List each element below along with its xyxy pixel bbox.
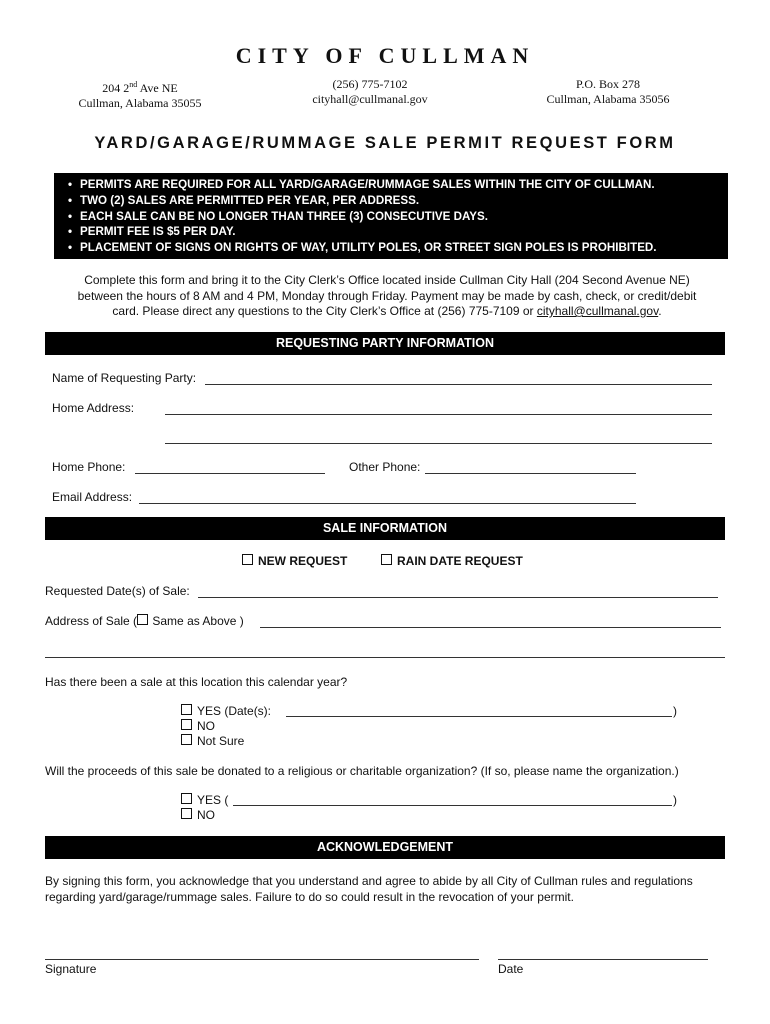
prior-yes-option[interactable]: YES (Date(s):: [181, 704, 271, 719]
donate-yes-option[interactable]: YES (: [181, 793, 228, 808]
form-title: YARD/GARAGE/RUMMAGE SALE PERMIT REQUEST FORM: [94, 134, 676, 152]
date-label: Date: [498, 962, 524, 976]
prior-yes-close: ): [673, 704, 677, 718]
email-field[interactable]: [139, 503, 636, 504]
address-center: (256) 775-7102 cityhall@cullmanal.gov: [312, 77, 428, 106]
sale-address-field-2[interactable]: [45, 657, 725, 658]
prior-dates-field[interactable]: [286, 716, 672, 717]
new-request-checkbox[interactable]: [242, 554, 253, 565]
city-title: CITY OF CULLMAN: [235, 43, 535, 68]
rule-item: • PERMIT FEE IS $5 PER DAY.: [68, 224, 728, 240]
requesting-party-heading: REQUESTING PARTY INFORMATION: [45, 332, 725, 355]
sale-information-heading: SALE INFORMATION: [45, 517, 725, 540]
acknowledgement-heading: ACKNOWLEDGEMENT: [45, 836, 725, 859]
prior-no-option[interactable]: NO: [181, 719, 215, 734]
prior-sale-question: Has there been a sale at this location this calendar year?: [45, 675, 348, 689]
donate-no-checkbox[interactable]: [181, 808, 192, 819]
rules-box: [54, 173, 728, 259]
donate-organization-field[interactable]: [233, 805, 672, 806]
home-phone-label: Home Phone:: [52, 460, 126, 474]
donate-no-option[interactable]: NO: [181, 808, 215, 823]
home-address-field[interactable]: [165, 414, 712, 415]
donate-yes-checkbox[interactable]: [181, 793, 192, 804]
signature-field[interactable]: [45, 959, 479, 960]
email-link[interactable]: cityhall@cullmanal.gov: [536, 304, 659, 318]
prior-not-sure-option[interactable]: Not Sure: [181, 734, 244, 749]
email-label: Email Address:: [52, 490, 133, 504]
intro-paragraph: Complete this form and bring it to the City Clerk’s Office located inside Cullman City Hall (204 Second Avenue NE) between the hours of 8 AM and 4 PM, Monday through Friday. Payment may be made by cash, check, or credit/debit card. Please direct any questions to the City Clerk’s Office at (256) 775-7109 or cityhall@cullmanal.gov.: [77, 273, 697, 318]
name-field[interactable]: [205, 384, 712, 385]
other-phone-label: Other Phone:: [349, 460, 421, 474]
name-label: Name of Requesting Party:: [52, 371, 197, 385]
rule-item: • TWO (2) SALES ARE PERMITTED PER YEAR, PER ADDRESS.: [68, 193, 728, 209]
home-address-label: Home Address:: [52, 401, 135, 415]
sale-address-field[interactable]: [260, 627, 721, 628]
donate-yes-close: ): [673, 793, 677, 807]
sale-address-label: Address of Sale ( Same as Above ): [45, 614, 244, 628]
prior-no-checkbox[interactable]: [181, 719, 192, 730]
rule-item: • EACH SALE CAN BE NO LONGER THAN THREE (3) CONSECUTIVE DAYS.: [68, 209, 728, 225]
date-field[interactable]: [498, 959, 708, 960]
requested-dates-field[interactable]: [198, 597, 718, 598]
rule-item: • PERMITS ARE REQUIRED FOR ALL YARD/GARAGE/RUMMAGE SALES WITHIN THE CITY OF CULLMAN.: [68, 177, 728, 193]
signature-label: Signature: [45, 962, 97, 976]
new-request-option[interactable]: NEW REQUEST: [242, 554, 347, 569]
home-phone-field[interactable]: [135, 473, 325, 474]
prior-yes-checkbox[interactable]: [181, 704, 192, 715]
acknowledgement-text: By signing this form, you acknowledge that you understand and agree to abide by all City of Cullman rules and regulations regarding yard/garage/rummage sales. Failure to do so could result in the revocation of your permit.: [45, 874, 693, 904]
donate-question: Will the proceeds of this sale be donated to a religious or charitable organization? (If so, please name the organization.): [45, 764, 679, 778]
other-phone-field[interactable]: [425, 473, 636, 474]
rain-date-checkbox[interactable]: [381, 554, 392, 565]
rain-date-option[interactable]: RAIN DATE REQUEST: [381, 554, 523, 569]
rule-item: • PLACEMENT OF SIGNS ON RIGHTS OF WAY, UTILITY POLES, OR STREET SIGN POLES IS PROHIBITED.: [68, 240, 728, 256]
address-left: 204 2nd Ave NE Cullman, Alabama 35055: [78, 80, 202, 110]
home-address-field-2[interactable]: [165, 443, 712, 444]
same-as-above-checkbox[interactable]: [137, 614, 148, 625]
prior-not-sure-checkbox[interactable]: [181, 734, 192, 745]
requested-dates-label: Requested Date(s) of Sale:: [45, 584, 190, 598]
address-right: P.O. Box 278 Cullman, Alabama 35056: [546, 77, 670, 106]
